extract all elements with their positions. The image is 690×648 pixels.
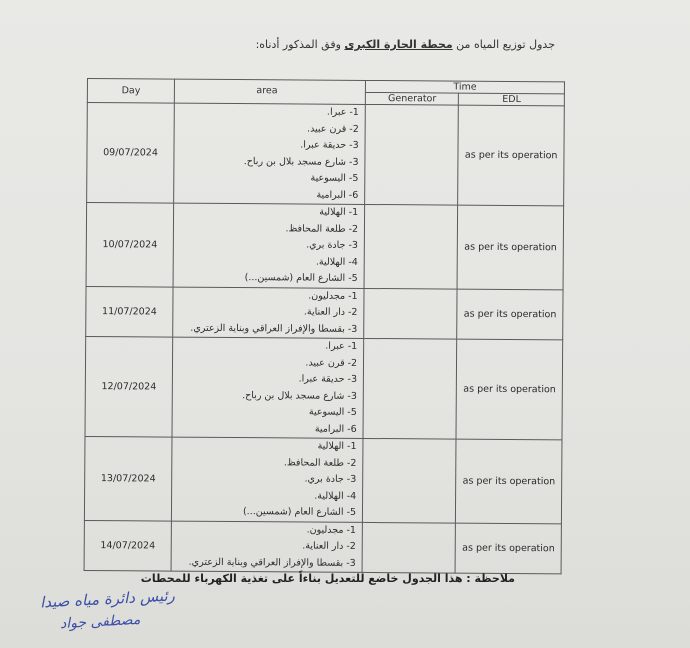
area-item: 2- قرن عبيد. <box>305 357 358 369</box>
header-generator: Generator <box>365 92 458 105</box>
day-cell: 11/07/2024 <box>86 286 173 337</box>
area-item: 2- دار العناية. <box>303 306 358 318</box>
header-area: area <box>174 79 365 104</box>
day-cell: 09/07/2024 <box>87 103 175 204</box>
area-item: 3- بقسطا والإفراز العراقي وبناية الزعتري. <box>190 322 358 335</box>
header-time: Time <box>366 80 565 93</box>
generator-cell <box>362 522 456 573</box>
area-item: 2- طلعة المحافظ. <box>285 222 359 235</box>
area-item: 1- مجدليون. <box>308 290 358 302</box>
edl-cell: as per its operation <box>457 289 563 340</box>
area-item: 5- اليسوعية <box>308 406 357 418</box>
area-item: 1- عبرا. <box>326 106 359 118</box>
area-item: 3- شارع مسجد بلال بن رباح. <box>242 389 357 402</box>
day-cell: 14/07/2024 <box>84 520 171 571</box>
signature-title: رئيس دائرة مياه صيدا <box>39 586 176 612</box>
table-row <box>86 286 563 340</box>
day-cell: 10/07/2024 <box>86 203 174 287</box>
signature-name: مصطفى جواد <box>59 611 141 633</box>
area-cell <box>172 337 364 438</box>
edl-cell: as per its operation <box>456 523 562 574</box>
area-cell <box>172 437 364 522</box>
area-item: 3- حديقة عبرا. <box>298 373 358 385</box>
generator-cell <box>364 204 458 288</box>
schedule-body <box>84 103 564 574</box>
title-prefix: جدول توزيع المياه من <box>452 38 555 51</box>
header-edl: EDL <box>459 93 565 106</box>
edl-cell: as per its operation <box>456 439 562 523</box>
generator-cell <box>365 104 459 205</box>
edl-cell: as per its operation <box>456 339 562 440</box>
area-item: 1- مجدليون. <box>306 524 356 536</box>
generator-cell <box>363 438 457 522</box>
schedule-table <box>84 78 565 574</box>
generator-cell <box>363 338 457 439</box>
area-item: 3- شارع مسجد بلال بن رباح. <box>243 155 359 168</box>
area-cell <box>171 521 362 573</box>
area-item: 1- الهلالية <box>317 440 357 452</box>
generator-cell <box>364 288 458 339</box>
edl-cell: as per its operation <box>458 105 564 206</box>
title-suffix: وفق المذكور أدناه: <box>255 38 345 51</box>
area-item: 3- حديقة عبرا. <box>300 139 359 151</box>
area-item: 2- قرن عبيد. <box>307 123 359 135</box>
area-item: 6- البرامية <box>314 423 357 435</box>
table-row <box>84 520 561 574</box>
area-item: 2- دار العناية. <box>302 540 356 552</box>
area-item: 5- الشارع العام (شمسين...) <box>244 272 358 284</box>
area-item: 2- طلعة المحافظ. <box>283 456 357 469</box>
note-text: ملاحظة : هذا الجدول خاضع للتعديل بناءاً على تغذية الكهرباء للمحطات <box>140 572 515 585</box>
edl-cell: as per its operation <box>458 205 564 289</box>
area-item: 1- الهلالية <box>319 206 359 218</box>
area-item: 1- عبرا. <box>325 340 358 352</box>
area-item: 3- بقسطا والإفراز العراقي وبناية الزعتري. <box>188 556 356 569</box>
day-cell: 13/07/2024 <box>84 436 172 520</box>
area-cell <box>173 287 364 339</box>
document-title <box>250 38 555 51</box>
area-item: 4- الهلالية. <box>314 490 357 502</box>
area-cell <box>173 203 365 288</box>
table-row <box>87 103 565 206</box>
table-row <box>85 336 563 439</box>
area-item: 3- جادة بري. <box>306 239 358 251</box>
area-item: 5- اليسوعية <box>310 172 359 184</box>
title-station: محطة الحارة الكبرى <box>344 38 453 51</box>
area-item: 4- الهلالية. <box>315 256 358 268</box>
day-cell: 12/07/2024 <box>85 336 173 437</box>
table-row <box>86 203 564 290</box>
header-day: Day <box>87 79 174 104</box>
area-item: 6- البرامية <box>316 189 359 201</box>
area-item: 3- جادة بري. <box>304 473 357 485</box>
table-row <box>84 436 562 523</box>
area-item: 5- الشارع العام (شمسين...) <box>242 506 357 518</box>
area-cell <box>174 103 366 204</box>
